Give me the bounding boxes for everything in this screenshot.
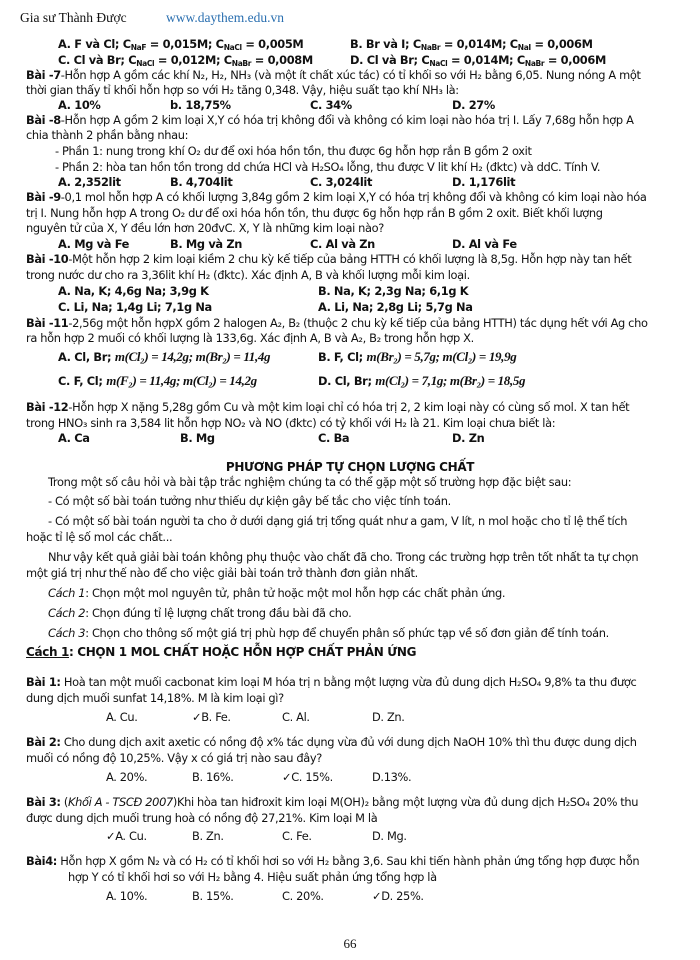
q11-text: Bài -11-2,56g một hỗn hợpX gồm 2 halogen A₂, B₂ (thuộc 2 chu kỳ kế tiếp của bảng HTTH) tác dụng hết với Ag cho: [26, 316, 648, 330]
q12-text-2: trong HNO₃ sinh ra 3,584 lit hỗn hợp NO₂ và NO (đktc) có tỷ khối với H₂ là 21. Kim loại chưa biết là:: [26, 416, 556, 430]
b3-option-b: B. Zn.: [192, 829, 224, 843]
b1-option-b: ✓B. Fe.: [192, 710, 231, 724]
b2-option-d: D.13%.: [372, 770, 412, 784]
q9-option-d: D. Al và Fe: [452, 237, 517, 251]
q7-option-c: C. 34%: [310, 98, 352, 112]
b1-option-d: D. Zn.: [372, 710, 405, 724]
q10-option-d: A. Li, Na; 2,8g Li; 5,7g Na: [318, 300, 473, 314]
q10-text-2: trong nước dư cho ra 3,36lit khí H₂ (đktc). Xác định A, B và khối lượng mỗi kim loại.: [26, 268, 470, 282]
method-2: Cách 2: Chọn đúng tỉ lệ lượng chất trong đầu bài đã cho.: [48, 606, 352, 620]
b1-option-c: C. Al.: [282, 710, 310, 724]
q9-option-b: B. Mg và Zn: [170, 237, 243, 251]
b3-option-c: C. Fe.: [282, 829, 312, 843]
q11-text-2: ra hỗn hợp 2 muối có khối lượng là 133,6g. Xác định A, B và A₂, B₂ trong hỗn hợp X.: [26, 331, 474, 345]
b4-text: Bài4: Hỗn hợp X gồm N₂ và có H₂ có tỉ khối hơi so với H₂ bằng 3,6. Sau khi tiến hành phản ứng tổng hợp được hỗn: [26, 854, 640, 868]
q12-text: Bài -12-Hỗn hợp X nặng 5,28g gồm Cu và một kim loại chỉ có hóa trị 2, 2 kim loại này có cùng số mol. X tan hết: [26, 400, 630, 414]
q8-text: Bài -8-Hỗn hợp A gồm 2 kim loại X,Y có hóa trị không đổi và không có kim loại nào hóa trị I. Lấy 7,68g hỗn hợp A: [26, 113, 634, 127]
b2-text: Bài 2: Cho dung dịch axit axetic có nồng độ x% tác dụng vừa đủ với dung dịch NaOH 10% thì thu được dung dịch: [26, 735, 637, 749]
b3-text: Bài 3: (Khối A - TSCĐ 2007)Khi hòa tan hiđroxit kim loại M(OH)₂ bằng một lượng vừa đủ dung dịch H₂SO₄ 20% thu: [26, 795, 639, 809]
q7-option-b: b. 18,75%: [170, 98, 231, 112]
b3-text-2: được dung dịch muối trung hoà có nồng độ 27,21%. Kim loại M là: [26, 811, 378, 825]
q7-option-a: A. 10%: [58, 98, 101, 112]
b3-option-d: D. Mg.: [372, 829, 407, 843]
b1-text: Bài 1: Hoà tan một muối cacbonat kim loại M hóa trị n bằng một lượng vừa đủ dung dịch H₂SO₄ 9,8% ta thu được: [26, 675, 637, 689]
q9-option-c: C. Al và Zn: [310, 237, 375, 251]
b2-option-b: B. 16%.: [192, 770, 234, 784]
q8-text-2: chia thành 2 phần bằng nhau:: [26, 128, 189, 142]
q12-option-b: B. Mg: [180, 431, 215, 445]
q9-text-2: trị I. Nung hỗn hợp A trong O₂ dư để oxi hóa hồn tồn, thu được 6g hỗn hợp rắn B gồm 2 oxit. Biết khối lượng: [26, 206, 603, 220]
q10-option-c: C. Li, Na; 1,4g Li; 7,1g Na: [58, 300, 212, 314]
b4-option-a: A. 10%.: [106, 889, 148, 903]
q9-text-3: nguyên tử của X, Y đều lớn hơn 20đvC. X, Y là những kim loại nào?: [26, 221, 384, 235]
site-url[interactable]: www.daythem.edu.vn: [166, 10, 284, 25]
q8-option-c: C. 3,024lit: [310, 175, 373, 189]
q11-option-d: D. Cl, Br; m(Cl₂) = 7,1g; m(Br₂) = 18,5g: [318, 373, 526, 388]
b2-text-2: muối có nồng độ 10,25%. Vậy x có giá trị nào sau đây?: [26, 751, 322, 765]
method-1: Cách 1: Chọn một mol nguyên tử, phân tử hoặc một mol hỗn hợp các chất phản ứng.: [48, 586, 506, 600]
section-conclusion: Như vậy kết quả giải bài toán không phụ thuộc vào chất đã cho. Trong các trường hợp trên tốt nhất ta tự chọn: [48, 550, 639, 564]
b4-option-d: ✓D. 25%.: [372, 889, 424, 903]
b1-option-a: A. Cu.: [106, 710, 138, 724]
q6-option-c: C. Cl và Br; $C_{NaCl} = 0,012M$; $C_{NaBr} = 0,008M$: [58, 53, 313, 68]
section-point-1: - Có một số bài toán tưởng như thiếu dự kiện gây bế tắc cho việc tính toán.: [48, 494, 451, 508]
q7-option-d: D. 27%: [452, 98, 495, 112]
method-1-heading: Cách 1: CHỌN 1 MOL CHẤT HOẶC HỖN HỢP CHẤT PHẢN ỨNG: [26, 645, 417, 659]
page-header: [20, 10, 284, 26]
q6-option-d: D. Cl và Br; $C_{NaCl} = 0,014M$; $C_{NaBr} = 0,006M$: [350, 53, 606, 68]
section-title: PHƯƠNG PHÁP TỰ CHỌN LƯỢNG CHẤT: [225, 460, 475, 474]
q6-option-b: B. Br và I; $C_{NaBr} = 0,014M$; $C_{NaI} = 0,006M$: [350, 37, 593, 52]
q10-option-a: A. Na, K; 4,6g Na; 3,9g K: [58, 284, 209, 298]
q7-text: Bài -7-Hỗn hợp A gồm các khí N₂, H₂, NH₃ (và một ít chất xúc tác) có tỉ khối so với H₂ bằng 6,05. Nung nóng A một: [26, 68, 641, 82]
section-point-2-cont: hoặc tỉ lệ số mol các chất...: [26, 530, 173, 544]
q10-option-b: B. Na, K; 2,3g Na; 6,1g K: [318, 284, 469, 298]
q12-option-d: D. Zn: [452, 431, 485, 445]
q12-option-a: A. Ca: [58, 431, 90, 445]
section-intro: Trong một số câu hỏi và bài tập trắc nghiệm chúng ta có thể gặp một số trường hợp đặc biệt sau:: [48, 475, 572, 489]
section-conclusion-cont: một giá trị như thế nào để cho việc giải bài toán trở thành đơn giản nhất.: [26, 566, 418, 580]
author-name: Gia sư Thành Được: [20, 10, 127, 25]
q11-option-c: C. F, Cl; m(F₂) = 11,4g; m(Cl₂) = 14,2g: [58, 373, 257, 388]
q8-option-a: A. 2,352lit: [58, 175, 121, 189]
section-point-2: - Có một số bài toán người ta cho ở dưới dạng giá trị tổng quát như a gam, V lít, n mol hoặc cho tỉ lệ thể tích: [48, 514, 628, 528]
b2-option-a: A. 20%.: [106, 770, 148, 784]
q9-option-a: A. Mg và Fe: [58, 237, 130, 251]
method-3: Cách 3: Chọn cho thông số một giá trị phù hợp để chuyển phân số phức tạp về số đơn giản để tính toán.: [48, 626, 609, 640]
q8-part-2: - Phần 2: hòa tan hồn tồn trong dd chứa HCl và H₂SO₄ lỗng, thu được V lit khí H₂ (đktc) và ddC. Tính V.: [55, 160, 601, 174]
q9-text: Bài -9-0,1 mol hỗn hợp A có khối lượng 3,84g gồm 2 kim loại X,Y có hóa trị không đổi và không có kim loại nào hóa: [26, 190, 647, 204]
q11-option-b: B. F, Cl; m(Br₂) = 5,7g; m(Cl₂) = 19,9g: [318, 349, 517, 364]
q8-option-d: D. 1,176lit: [452, 175, 516, 189]
q7-text-2: thời gian thấy tỉ khối hỗn hợp so với H₂ tăng 0,348. Vậy, hiệu suất tạo khí NH₃ là:: [26, 83, 459, 97]
q10-text: Bài -10-Một hỗn hợp 2 kim loại kiềm 2 chu kỳ kế tiếp của bảng HTTH có khối lượng là 8,5g. Hỗn hợp này tan hết: [26, 252, 632, 266]
b1-text-2: dung dịch muối sunfat 14,18%. M là kim loại gì?: [26, 691, 284, 705]
q6-option-a: A. F và Cl; $C_{NaF} = 0,015M$; $C_{NaCl} = 0,005M$: [58, 37, 304, 52]
b2-option-c: ✓C. 15%.: [282, 770, 333, 784]
page-number: 66: [343, 936, 357, 951]
q8-option-b: B. 4,704lit: [170, 175, 233, 189]
q8-part-1: - Phần 1: nung trong khí O₂ dư để oxi hóa hồn tồn, thu được 6g hỗn hợp rắn B gồm 2 oxit: [55, 144, 532, 158]
b4-option-c: C. 20%.: [282, 889, 324, 903]
b3-option-a: ✓A. Cu.: [106, 829, 147, 843]
q12-option-c: C. Ba: [318, 431, 350, 445]
q11-option-a: A. Cl, Br; m(Cl₂) = 14,2g; m(Br₂) = 11,4g: [58, 349, 271, 364]
b4-option-b: B. 15%.: [192, 889, 234, 903]
b4-text-2: hợp Y có tỉ khối hơi so với H₂ bằng 4. Hiệu suất phản ứng tổng hợp là: [68, 870, 437, 884]
